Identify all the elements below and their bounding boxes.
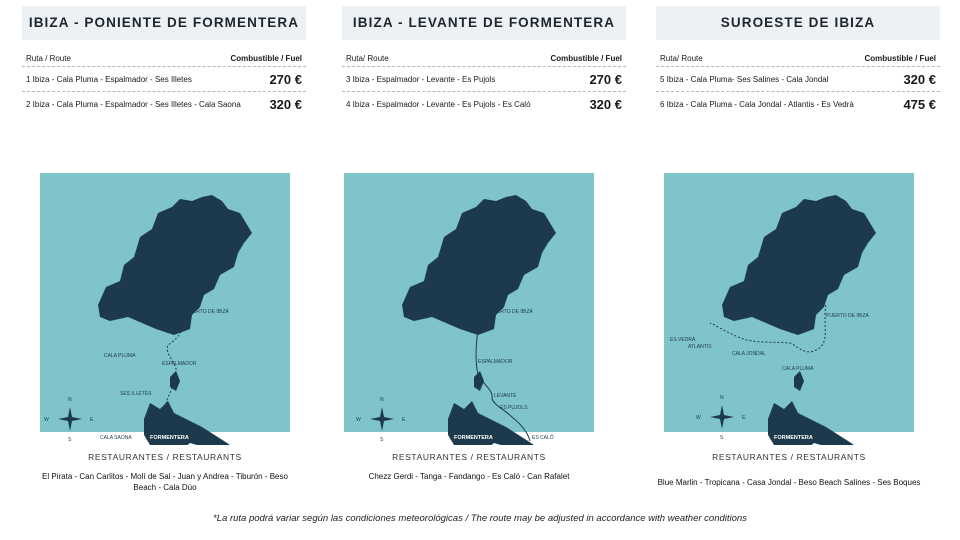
route-header: Ruta / Route [26,54,71,63]
route-map-1 [40,165,290,445]
column-title: SUROESTE DE IBIZA [656,6,940,40]
formentera-label: FORMENTERA [150,435,189,441]
table-row [342,66,626,91]
compass-w: W [696,415,701,421]
route-price: 320 € [269,96,302,112]
stop-label: CALA PLUMA [782,366,814,372]
stop-label: SES ILLETES [120,391,152,397]
weather-note: *La ruta podrá variar según las condiciones meteorológicas / The route may be adjusted in accordance with weather conditions [213,513,747,524]
table-header [342,52,626,66]
compass-w: W [44,417,49,423]
table-row [656,91,940,116]
table-row [656,66,940,91]
route-name: 5 Ibiza - Cala Pluma- Ses Salines - Cala Jondal [660,74,829,84]
restaurants-header: RESTAURANTES / RESTAURANTS [712,452,866,462]
stop-label: LEVANTE [494,393,517,399]
island-label: IBIZA [452,290,471,297]
compass-e: E [402,417,406,423]
compass-n: N [68,397,72,403]
compass-n: N [720,395,724,401]
route-map-2 [344,165,594,445]
restaurants-list: El Pirata - Can Carlitos - Molí de Sal - Juan y Andrea - Tiburón - Beso Beach - Cala Dúo [42,472,288,492]
table-header [22,52,306,66]
compass-e: E [742,415,746,421]
table-row [342,91,626,116]
stop-label: CALA PLUMA [104,353,136,359]
compass-s: S [720,435,724,441]
fuel-header: Combustible / Fuel [864,54,936,63]
route-name: 4 Ibiza - Espalmador - Levante - Es Pujols - Es Caló [346,99,531,109]
route-name: 3 Ibiza - Espalmador - Levante - Es Pujols [346,74,496,84]
stop-label: ES CALÓ [532,435,554,441]
column-title: IBIZA - PONIENTE DE FORMENTERA [22,6,306,40]
compass-e: E [90,417,94,423]
route-column-2 [342,6,626,116]
port-label: PUERTO DE IBIZA [490,309,533,315]
route-column-3 [656,6,940,116]
route-price: 320 € [903,71,936,87]
fuel-header: Combustible / Fuel [550,54,622,63]
stop-label: CALA JONDAL [732,351,766,357]
island-label: IBIZA [134,290,153,297]
restaurants-header: RESTAURANTES / RESTAURANTS [392,452,546,462]
route-name: 2 Ibiza - Cala Pluma - Espalmador - Ses Illetes - Cala Saona [26,99,241,109]
compass-n: N [380,397,384,403]
restaurants-header: RESTAURANTES / RESTAURANTS [88,452,242,462]
stop-label: ATLANTIS [688,344,712,350]
formentera-label: FORMENTERA [774,435,813,441]
route-name: 1 Ibiza - Cala Pluma - Espalmador - Ses Illetes [26,74,192,84]
route-price: 270 € [589,71,622,87]
column-title: IBIZA - LEVANTE DE FORMENTERA [342,6,626,40]
route-price: 270 € [269,71,302,87]
formentera-label: FORMENTERA [454,435,493,441]
compass-s: S [68,437,72,443]
restaurants-list: Blue Marlin - Tropicana - Casa Jondal - Beso Beach Salines - Ses Boques [657,478,921,487]
stop-label: ESPALMADOR [478,359,513,365]
route-name: 6 Ibiza - Cala Pluma - Cala Jondal - Atlantis - Es Vedrà [660,99,854,109]
compass-w: W [356,417,361,423]
table-header [656,52,940,66]
route-price: 475 € [903,96,936,112]
restaurants-list: Chezz Gerdi - Tanga - Fandango - Es Caló - Can Rafalet [368,472,570,481]
stop-label: CALA SAONA [100,435,132,441]
route-map-3 [664,165,914,445]
island-label: IBIZA [788,290,807,297]
port-label: PUERTO DE IBIZA [186,309,229,315]
route-header: Ruta/ Route [660,54,703,63]
table-row [22,66,306,91]
stop-label: ES PUJOLS [500,405,528,411]
compass-s: S [380,437,384,443]
table-row [22,91,306,116]
stop-label: ESPALMADOR [162,361,197,367]
route-price: 320 € [589,96,622,112]
route-column-1 [22,6,306,116]
port-label: PUERTO DE IBIZA [826,313,869,319]
stop-label: ES VEDRÀ [670,337,696,343]
fuel-header: Combustible / Fuel [230,54,302,63]
route-header: Ruta/ Route [346,54,389,63]
